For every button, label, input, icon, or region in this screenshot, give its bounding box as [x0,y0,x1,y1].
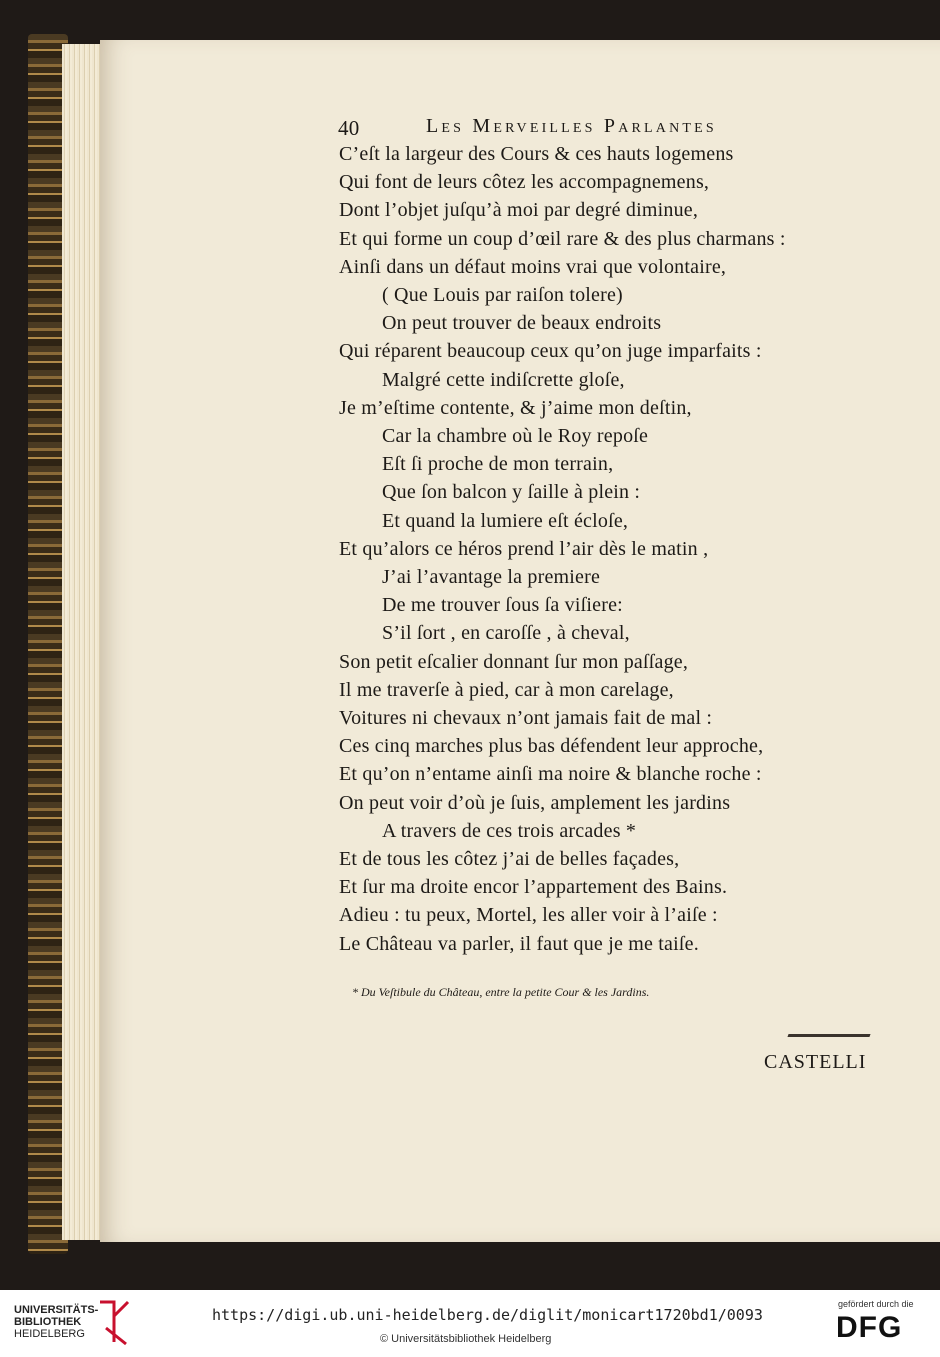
verse-line: Adieu : tu peux, Mortel, les aller voir à l’aiſe : [339,904,718,927]
verse-line: Dont l’objet juſqu’à moi par degré diminue, [339,199,699,222]
institution-line-3: HEIDELBERG [14,1328,85,1340]
copyright-notice: © Universitätsbibliothek Heidelberg [380,1333,552,1345]
ornament-rule [787,1034,870,1037]
document-url-link[interactable]: https://digi.ub.uni-heidelberg.de/diglit/monicart1720bd1/0093 [212,1306,763,1324]
running-title: Les Merveilles Parlantes [426,115,717,137]
catchword: CASTELLI [764,1051,867,1073]
verse-line: Car la chambre où le Roy repoſe [382,425,649,447]
verse-line: Eſt ſi proche de mon terrain, [382,453,614,476]
dfg-logo[interactable]: DFG [836,1311,903,1344]
verse-line: Son petit eſcalier donnant ſur mon paſſage, [339,650,689,673]
verse-line: Et ſur ma droite encor l’appartement des Bains. [339,876,728,899]
institution-line-1: UNIVERSITÄTS- [14,1304,99,1316]
funding-label: gefördert durch die [838,1299,914,1309]
verse-line: S’il ſort , en caroſſe , à cheval, [382,622,630,645]
verse-line: C’eſt la largeur des Cours & ces hauts logemens [339,143,734,165]
verse-line: Le Château va parler, il faut que je me taiſe. [339,932,699,955]
verse-line: J’ai l’avantage la premiere [382,566,601,588]
verse-line: ( Que Louis par raiſon tolere) [382,284,623,306]
verse-line: Et qui forme un coup d’œil rare & des plus charmans : [339,227,786,250]
verse-line: Et de tous les côtez j’ai de belles façades, [339,848,680,870]
verse-line: A travers de ces trois arcades * [382,819,637,842]
verse-line: De me trouver ſous ſa viſiere: [382,594,623,617]
verse-line: Et qu’alors ce héros prend l’air dès le matin , [339,537,709,560]
verse-line: Que ſon balcon y ſaille à plein : [382,481,641,504]
verse-line: Ces cinq marches plus bas défendent leur approche, [339,735,764,758]
verse-line: Malgré cette indiſcrette gloſe, [382,368,625,391]
verse-line: On peut voir d’où je ſuis, amplement les jardins [339,791,731,814]
verse-line: Qui réparent beaucoup ceux qu’on juge imparfaits : [339,340,762,363]
verse-line: On peut trouver de beaux endroits [382,312,662,335]
verse-line: Et quand la lumiere eſt écloſe, [382,509,629,532]
footnote: * Du Veſtibule du Château, entre la petite Cour & les Jardins. [352,985,650,999]
verse-line: Qui font de leurs côtez les accompagnemens, [339,171,710,194]
verse-line: Et qu’on n’entame ainſi ma noire & blanche roche : [339,763,762,786]
university-library-logo[interactable] [14,1304,98,1340]
verse-line: Il me traverſe à pied, car à mon carelage, [339,678,674,701]
verse-line: Je m’eſtime contente, & j’aime mon deſtin, [339,396,692,419]
verse-line: Ainſi dans un défaut moins vrai que volontaire, [339,255,727,278]
university-logo-icon [94,1298,132,1346]
page-number: 40 [338,116,360,140]
verse-line: Voitures ni chevaux n’ont jamais fait de mal : [339,707,713,729]
institution-line-2: BIBLIOTHEK [14,1316,82,1328]
